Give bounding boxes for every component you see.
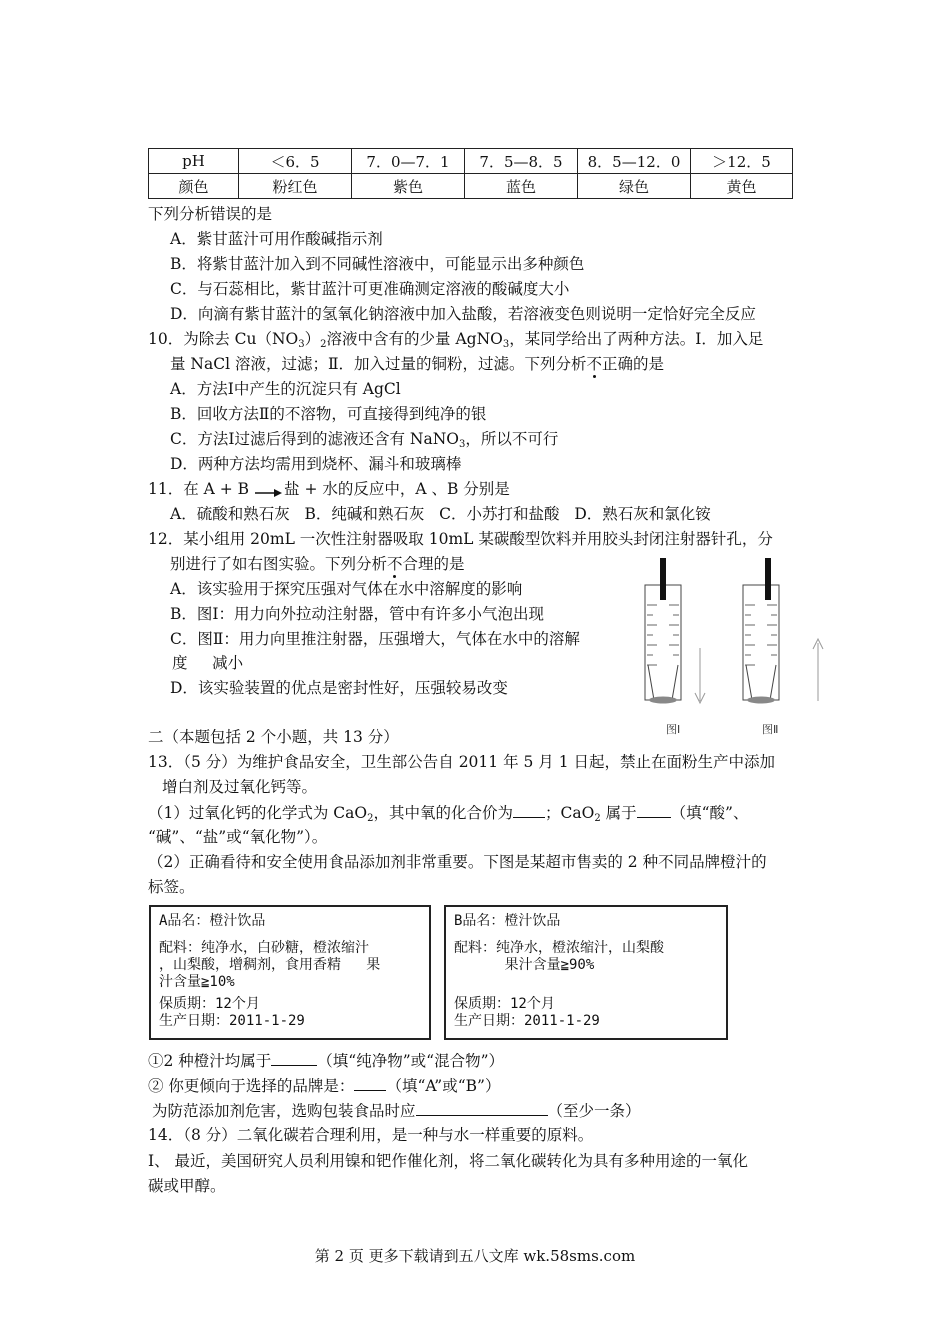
syringe-figures xyxy=(630,553,830,743)
subscript: 2 xyxy=(594,813,601,824)
q12-option-a: A．该实验用于探究压强对气体在水中溶解度的影响 xyxy=(170,580,523,598)
text: 10．为除去 Cu（NO xyxy=(148,330,299,348)
q11-option-d: D．熟石灰和氯化铵 xyxy=(574,505,711,523)
text: ） xyxy=(304,330,321,348)
text: 合理的是 xyxy=(402,555,465,573)
subscript: 3 xyxy=(502,339,510,350)
subscript: 3 xyxy=(458,439,466,450)
q13-part1-line1 xyxy=(148,802,748,829)
table-cell: 颜色 xyxy=(149,174,239,199)
q12-option-c-line2: 度 减小 xyxy=(172,654,244,672)
subscript: 3 xyxy=(298,339,305,350)
subscript: 2 xyxy=(320,339,327,350)
q9-option-b: B．将紫甘蓝汁加入到不同碱性溶液中，可能显示出多种颜色 xyxy=(170,255,585,273)
text: ② 你更倾向于选择的品牌是： xyxy=(148,1077,355,1095)
q14-stem-line3: 碳或甲醇。 xyxy=(148,1177,226,1195)
q13-stem-line2: 增白剂及过氧化钙等。 xyxy=(162,778,318,796)
q12-option-b: B．图Ⅰ：用力向外拉动注射器，管中有许多小气泡出现 xyxy=(170,605,545,623)
syringe-figure-2 xyxy=(743,558,823,704)
answer-blank[interactable] xyxy=(416,1100,548,1116)
q12-option-d: D．该实验装置的优点是密封性好，压强较易改变 xyxy=(170,679,508,697)
q10-option-b: B．回收方法Ⅱ的不溶物，可直接得到纯净的银 xyxy=(170,405,487,423)
text: （至少一条） xyxy=(547,1102,641,1120)
table-cell: 粉红色 xyxy=(239,174,352,199)
q13-sub2 xyxy=(148,1075,500,1096)
q9-option-a: A．紫甘蓝汁可用作酸碱指示剂 xyxy=(170,230,383,248)
q13-stem-line1: 13．（5 分）为维护食品安全，卫生部公告自 2011 年 5 月 1 日起，禁止在面粉生产中添加 xyxy=(148,753,775,771)
q13-part2-line2: 标签。 xyxy=(148,878,195,896)
text: 属于 xyxy=(600,804,637,822)
text: C．方法Ⅰ过滤后得到的滤液还含有 NaNO xyxy=(170,430,459,448)
label-a-production-date: 生产日期：2011-1-29 xyxy=(159,1013,305,1029)
table-cell: ＞12．5 xyxy=(691,149,793,174)
text: ；CaO xyxy=(545,804,595,822)
table-cell: 黄色 xyxy=(691,174,793,199)
label-a-ingredients-2: ，山梨酸，增稠剂，食用香精 果 xyxy=(159,957,381,973)
text: 溶液中含有的少量 AgNO xyxy=(326,330,503,348)
answer-blank[interactable] xyxy=(354,1075,386,1091)
page-footer: 第 2 页 更多下载请到五八文库 wk.58sms.com xyxy=(314,1247,636,1265)
q14-stem-line2: Ⅰ、 最近，美国研究人员利用镍和钯作催化剂，将二氧化碳转化为具有多种用途的一氧化 xyxy=(148,1152,749,1170)
table-cell: pH xyxy=(149,149,239,174)
table-cell: 7．0—7．1 xyxy=(352,149,465,174)
table-cell: ＜6．5 xyxy=(239,149,352,174)
q9-option-d: D．向滴有紫甘蓝汁的氢氧化钠溶液中加入盐酸，若溶液变色则说明一定恰好完全反应 xyxy=(170,305,756,323)
syringe-figure-1 xyxy=(645,558,705,704)
answer-blank[interactable] xyxy=(637,802,671,818)
emphasis-dot-text: 不 xyxy=(387,555,403,573)
table-cell: 紫色 xyxy=(352,174,465,199)
q13-sub1 xyxy=(148,1050,504,1071)
q9-stem: 下列分析错误的是 xyxy=(148,205,273,223)
q11-option-b: B．纯碱和熟石灰 xyxy=(304,505,425,523)
reaction-arrow-icon xyxy=(254,484,284,496)
q12-stem-line1: 12．某小组用 20mL 一次性注射器吸取 10mL 某碳酸型饮料并用胶头封闭注射器针孔，分 xyxy=(148,530,773,548)
table-cell: 8．5—12．0 xyxy=(578,149,691,174)
text: 正确的是 xyxy=(602,355,665,373)
q11-stem xyxy=(148,479,510,499)
q13-part2-line1: （2）正确看待和安全使用食品添加剂非常重要。下图是某超市售卖的 2 种不同品牌橙汁的 xyxy=(148,853,767,871)
text: （1）过氧化钙的化学式为 CaO xyxy=(148,804,368,822)
label-b-production-date: 生产日期：2011-1-29 xyxy=(454,1013,600,1029)
section-2-heading: 二（本题包括 2 个小题，共 13 分） xyxy=(148,728,399,746)
label-a-ingredients-3: 汁含量≧10% xyxy=(159,974,235,990)
text: （填“酸”、 xyxy=(670,804,749,822)
text: 量 NaCl 溶液，过滤；Ⅱ．加入过量的铜粉，过滤。下列分析 xyxy=(170,355,587,373)
label-b-ingredients-2: 果汁含量≧90% xyxy=(454,957,595,973)
table-cell: 7．5—8．5 xyxy=(465,149,578,174)
text: 盐 + 水的反应中，A 、B 分别是 xyxy=(284,480,510,498)
label-b-shelf-life: 保质期：12个月 xyxy=(454,996,555,1012)
q14-stem-line1: 14．（8 分）二氧化碳若合理利用，是一种与水一样重要的原料。 xyxy=(148,1126,594,1144)
label-b-ingredients-1: 配料：纯净水，橙浓缩汁，山梨酸 xyxy=(454,940,664,956)
juice-label-b xyxy=(444,905,728,1040)
q10-option-d: D．两种方法均需用到烧杯、漏斗和玻璃棒 xyxy=(170,455,462,473)
label-a-shelf-life: 保质期：12个月 xyxy=(159,996,260,1012)
text: 11．在 A + B xyxy=(148,480,250,498)
text: ，某同学给出了两种方法。Ⅰ．加入足 xyxy=(509,330,764,348)
q10-option-c xyxy=(170,429,558,455)
q12-option-c-line1: C．图Ⅱ：用力向里推注射器，压强增大，气体在水中的溶解 xyxy=(170,630,580,648)
answer-blank[interactable] xyxy=(513,802,545,818)
q13-sub3 xyxy=(152,1100,641,1121)
ph-color-table xyxy=(148,148,793,199)
text: 别进行了如右图实验。下列分析 xyxy=(170,555,388,573)
subscript: 2 xyxy=(367,813,374,824)
label-a-ingredients-1: 配料：纯净水，白砂糖，橙浓缩汁 xyxy=(159,940,369,956)
text: ，所以不可行 xyxy=(465,430,559,448)
q9-option-c: C．与石蕊相比，紫甘蓝汁可更准确测定溶液的酸碱度大小 xyxy=(170,280,570,298)
table-cell: 蓝色 xyxy=(465,174,578,199)
q11-option-c: C．小苏打和盐酸 xyxy=(439,505,560,523)
q13-part1-line2: “碱”、“盐”或“氧化物”）。 xyxy=(148,828,328,846)
q10-stem-line1 xyxy=(148,329,763,355)
juice-label-a xyxy=(149,905,431,1040)
table-row xyxy=(149,149,793,174)
label-a-name: A品名：橙汁饮品 xyxy=(159,913,266,929)
q11-options xyxy=(170,504,711,524)
answer-blank[interactable] xyxy=(271,1050,317,1066)
emphasis-dot-text: 不 xyxy=(586,355,603,373)
text: ①2 种橙汁均属于 xyxy=(148,1052,272,1070)
q11-option-a: A．硫酸和熟石灰 xyxy=(170,505,290,523)
q10-stem-line2 xyxy=(170,354,664,374)
figure-1-caption: 图Ⅰ xyxy=(666,723,681,736)
text: （填“A”或“B”） xyxy=(386,1077,501,1095)
text: （填“纯净物”或“混合物”） xyxy=(317,1052,504,1070)
figure-2-caption: 图Ⅱ xyxy=(762,723,779,736)
label-b-name: B品名：橙汁饮品 xyxy=(454,913,561,929)
text: ，其中氧的化合价为 xyxy=(373,804,513,822)
q10-option-a: A．方法Ⅰ中产生的沉淀只有 AgCl xyxy=(170,380,401,398)
text: 为防范添加剂危害，选购包装食品时应 xyxy=(152,1102,416,1120)
table-row xyxy=(149,174,793,199)
q12-stem-line2 xyxy=(170,554,465,574)
table-cell: 绿色 xyxy=(578,174,691,199)
